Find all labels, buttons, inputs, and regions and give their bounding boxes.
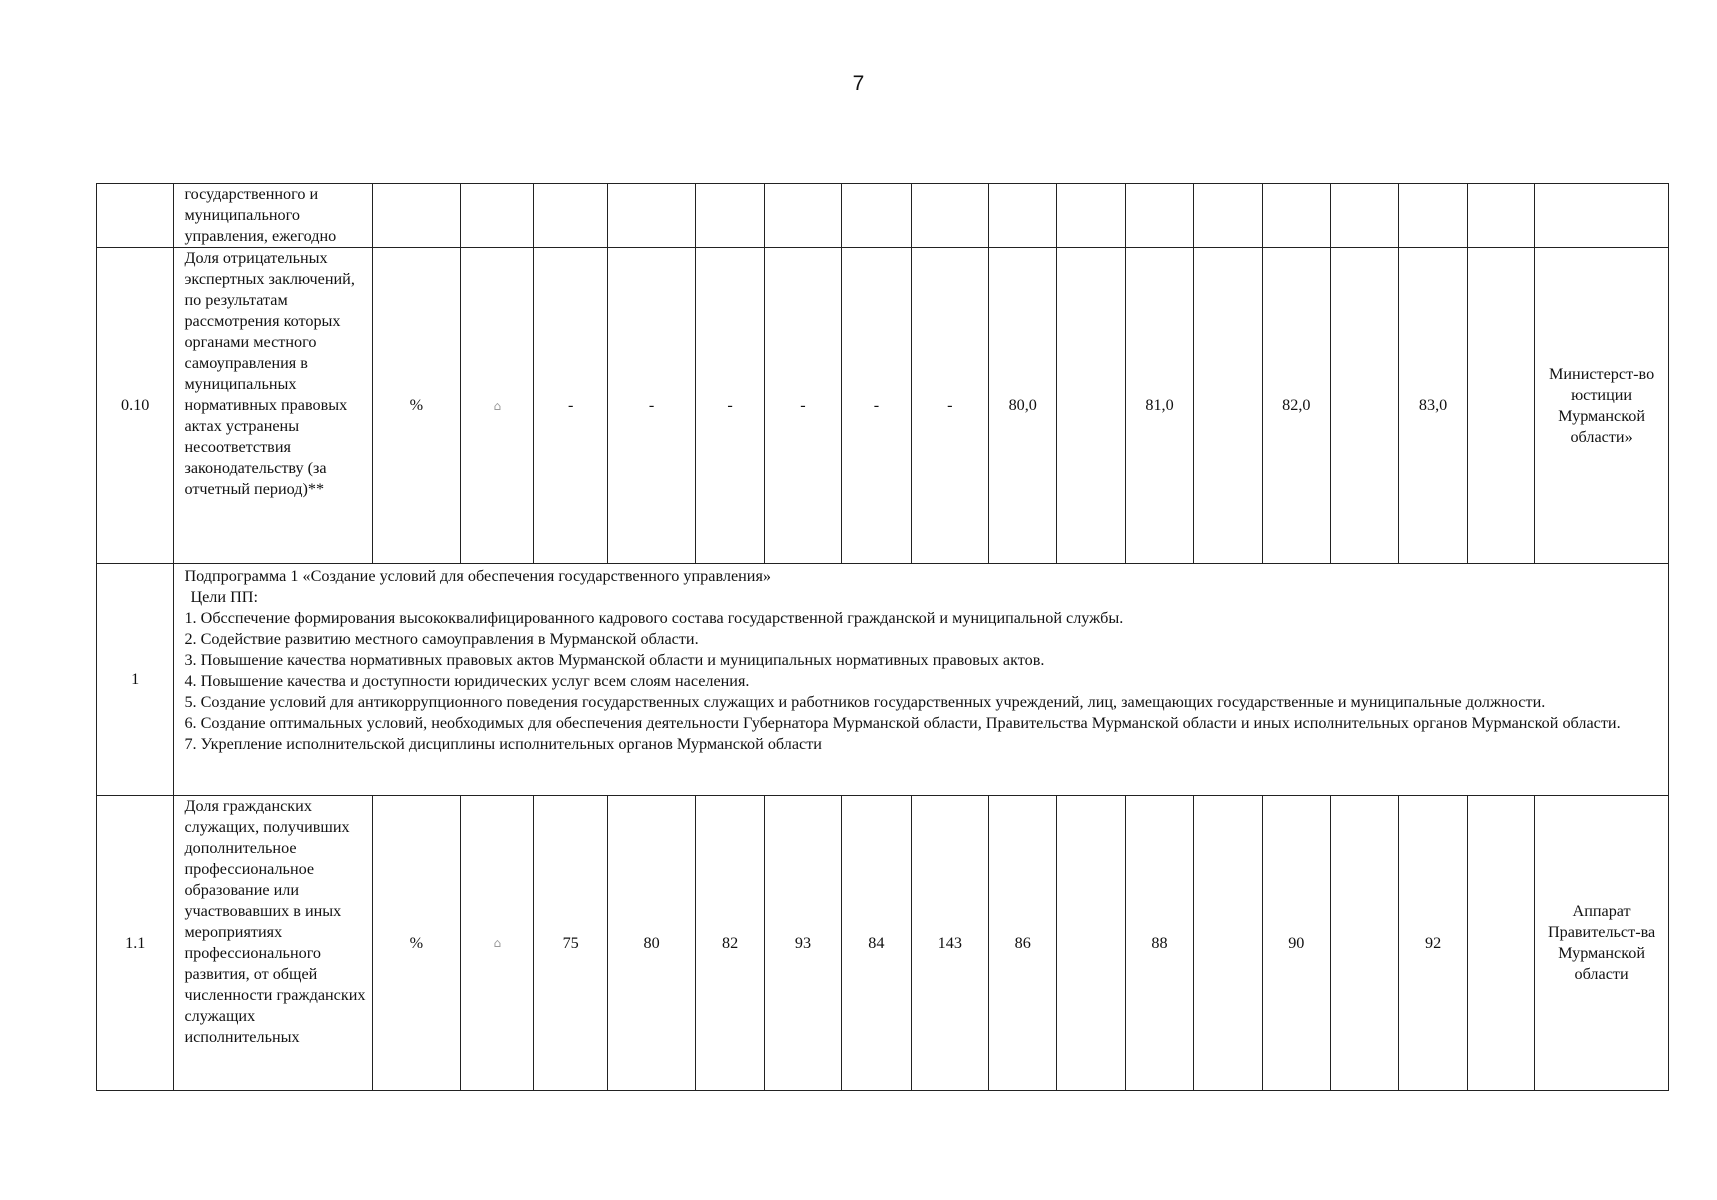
subprogram-section xyxy=(174,564,1669,796)
mark-cell xyxy=(461,248,534,564)
value-cell: 80 xyxy=(607,796,696,1091)
value-cell xyxy=(607,184,696,248)
goal-item: 7. Укрепление исполнительской дисциплины исполнительных органов Мурманской области xyxy=(184,735,822,753)
indicator-name: Доля гражданских служащих, получивших дополнительное профессиональное образование или участвовавших в иных мероприятиях профессионального развития, от общей численности гражданских служащих исполнительных xyxy=(174,796,372,1091)
goal-item: 2. Содействие развитию местного самоуправления в Мурманской области. xyxy=(184,630,699,648)
value-cell: - xyxy=(534,248,607,564)
value-cell xyxy=(764,184,841,248)
value-cell xyxy=(1057,796,1125,1091)
value-cell xyxy=(696,184,764,248)
value-cell: 75 xyxy=(534,796,607,1091)
value-cell xyxy=(1399,184,1467,248)
table-row xyxy=(97,796,1669,1091)
value-cell: 92 xyxy=(1399,796,1467,1091)
value-cell: - xyxy=(607,248,696,564)
table-row xyxy=(97,248,1669,564)
value-cell: 143 xyxy=(911,796,988,1091)
responsible-cell xyxy=(1535,184,1669,248)
value-cell xyxy=(1330,184,1398,248)
value-cell: - xyxy=(696,248,764,564)
goal-item: 3. Повышение качества нормативных правовых актов Мурманской области и муниципальных нормативных правовых актов. xyxy=(184,651,1045,669)
value-cell xyxy=(1467,796,1534,1091)
value-cell: - xyxy=(764,248,841,564)
unit-cell: % xyxy=(372,796,461,1091)
value-cell xyxy=(1467,184,1534,248)
mark-cell xyxy=(461,796,534,1091)
responsible-cell: Министерст-во юстиции Мурманской области» xyxy=(1535,248,1669,564)
value-cell: 82 xyxy=(696,796,764,1091)
value-cell: 90 xyxy=(1262,796,1330,1091)
table-row xyxy=(97,564,1669,796)
stamp-mark-icon: ⌂ xyxy=(493,398,502,413)
value-cell xyxy=(1330,248,1398,564)
value-cell xyxy=(1125,184,1193,248)
unit-cell xyxy=(372,184,461,248)
goal-item: 1. Обсспечение формирования высококвалифицированного кадрового состава государственной гражданской и муниципальной службы. xyxy=(184,609,1124,627)
value-cell xyxy=(1262,184,1330,248)
subprogram-title: Подпрограмма 1 «Создание условий для обеспечения государственного управления» xyxy=(184,567,771,585)
row-id xyxy=(97,184,174,248)
value-cell xyxy=(1057,184,1125,248)
value-cell xyxy=(534,184,607,248)
value-cell xyxy=(989,184,1057,248)
indicators-table xyxy=(96,183,1669,1091)
goal-item: 5. Создание условий для антикоррупционного поведения государственных служащих и работников государственных учреждений, лиц, замещающих государственные и муниципальные должности. xyxy=(184,693,1546,711)
value-cell: - xyxy=(842,248,911,564)
value-cell: 88 xyxy=(1125,796,1193,1091)
value-cell: 86 xyxy=(989,796,1057,1091)
row-id: 1.1 xyxy=(97,796,174,1091)
unit-cell: % xyxy=(372,248,461,564)
value-cell xyxy=(842,184,911,248)
value-cell xyxy=(1194,184,1262,248)
value-cell: 83,0 xyxy=(1399,248,1467,564)
goal-item: 4. Повышение качества и доступности юридических услуг всем слоям населения. xyxy=(184,672,750,690)
responsible-cell: Аппарат Правительст-ва Мурманской области xyxy=(1535,796,1669,1091)
mark-cell xyxy=(461,184,534,248)
stamp-mark-icon: ⌂ xyxy=(493,936,502,950)
indicator-name: Доля отрицательных экспертных заключений, по результатам рассмотрения которых органами местного самоуправления в муниципальных нормативных правовых актах устранены несоответствия законодательству (за отчетный период)** xyxy=(174,248,372,564)
indicator-name: государственного и муниципального управления, ежегодно xyxy=(174,184,372,248)
value-cell xyxy=(911,184,988,248)
row-id: 1 xyxy=(97,564,174,796)
value-cell xyxy=(1330,796,1398,1091)
value-cell xyxy=(1467,248,1534,564)
value-cell xyxy=(1057,248,1125,564)
value-cell: - xyxy=(911,248,988,564)
row-id: 0.10 xyxy=(97,248,174,564)
goals-label: Цели ПП: xyxy=(190,588,258,606)
value-cell: 81,0 xyxy=(1125,248,1193,564)
goal-item: 6. Создание оптимальных условий, необходимых для обеспечения деятельности Губернатора Мурманской области, Правительства Мурманской области и иных исполнительных органов Мурманской области. xyxy=(184,714,1621,732)
table-row xyxy=(97,184,1669,248)
value-cell: 80,0 xyxy=(989,248,1057,564)
value-cell xyxy=(1194,248,1262,564)
value-cell: 93 xyxy=(764,796,841,1091)
page-number: 7 xyxy=(852,72,865,95)
value-cell xyxy=(1194,796,1262,1091)
value-cell: 82,0 xyxy=(1262,248,1330,564)
value-cell: 84 xyxy=(842,796,911,1091)
